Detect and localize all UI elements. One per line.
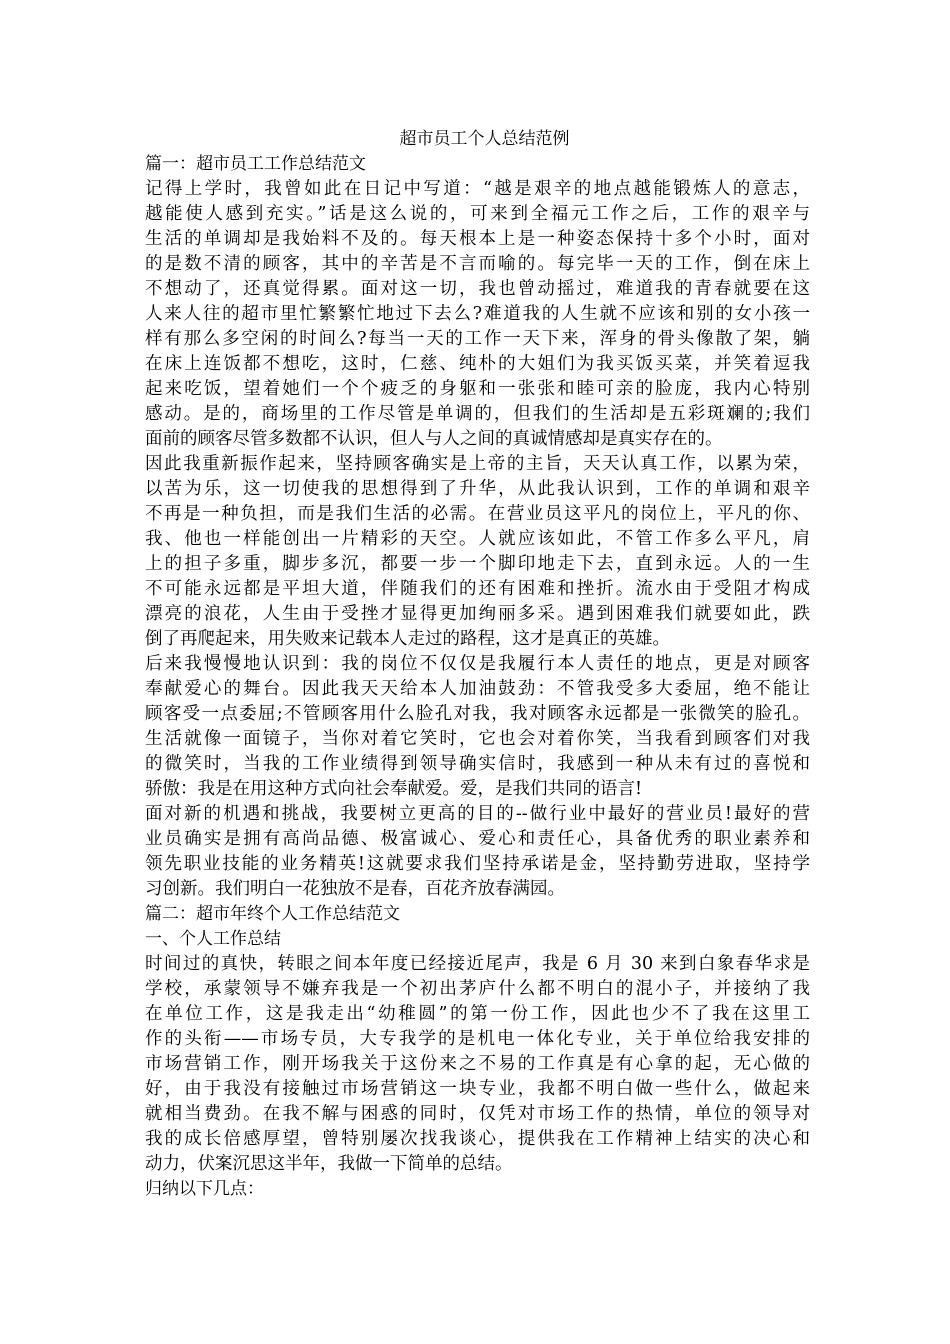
paragraph-line: 漂亮的浪花，人生由于受挫才显得更加绚丽多采。遇到困难我们就要如此，跌 (145, 604, 810, 624)
paragraph-line: 面前的顾客尽管多数都不认识，但人与人之间的真诚情感却是真实存在的。 (145, 429, 723, 449)
paragraph-line: 顾客受一点委屈;不管顾客用什么脸孔对我，我对顾客永远都是一张微笑的脸孔。 (145, 704, 810, 724)
section-2-subheading: 一、个人工作总结 (145, 929, 281, 949)
paragraph-line: 起来吃饭，望着她们一个个疲乏的身躯和一张张和睦可亲的脸庞，我内心特别 (145, 379, 810, 399)
paragraph-line: 人来人往的超市里忙繁繁忙地过下去么?难道我的人生就不应该和别的女小孩一 (145, 304, 810, 324)
paragraph-line: 好，由于我没有接触过市场营销这一块专业，我都不明白做一些什么，做起来 (145, 1079, 810, 1099)
paragraph-line: 以苦为乐，这一切使我的思想得到了升华，从此我认识到，工作的单调和艰辛 (145, 479, 810, 499)
paragraph-line: 的微笑时，当我的工作业绩得到领导确实信时，我感到一种从未有过的喜悦和 (145, 754, 810, 774)
paragraph-line: 市场营销工作，刚开场我关于这份来之不易的工作真是有心拿的起，无心做的 (145, 1054, 810, 1074)
paragraph (145, 952, 810, 1177)
paragraph-line: 就相当费劲。在我不解与困惑的同时，仅凭对市场工作的热情，单位的领导对 (145, 1104, 810, 1124)
paragraph-line: 越能使人感到充实。”话是这么说的，可来到全福元工作之后，工作的艰辛与 (145, 204, 810, 224)
paragraph-line: 时间过的真快，转眼之间本年度已经接近尾声，我是 6 月 30 来到白象春华求是 (145, 954, 810, 974)
paragraph-line: 的是数不清的顾客，其中的辛苦是不言而喻的。每完毕一天的工作，倒在床上 (145, 254, 810, 274)
paragraph-line: 动力，伏案沉思这半年，我做一下简单的总结。 (145, 1154, 513, 1174)
section-1-heading: 篇一：超市员工工作总结范文 (145, 154, 366, 174)
paragraph-line: 我、他也一样能创出一片精彩的天空。人就应该如此，不管工作多么平凡，肩 (145, 529, 810, 549)
paragraph (145, 652, 810, 802)
paragraph-line: 领先职业技能的业务精英!这就要求我们坚持承诺是金，坚持勤劳进取，坚持学 (145, 854, 810, 874)
section-2-heading: 篇二：超市年终个人工作总结范文 (145, 904, 400, 924)
paragraph-line: 奉献爱心的舞台。因此我天天给本人加油鼓劲：不管我受多大委屈，绝不能让 (145, 679, 810, 699)
paragraph-line: 不想动了，还真觉得累。面对这一切，我也曾动摇过，难道我的青春就要在这 (145, 279, 810, 299)
section-2-body (145, 952, 810, 1177)
paragraph-line: 业员确实是拥有高尚品德、极富诚心、爱心和责任心，具备优秀的职业素养和 (145, 829, 810, 849)
paragraph-line: 骄傲：我是在用这种方式向社会奉献爱。爱，是我们共同的语言! (145, 779, 643, 799)
paragraph-line: 样有那么多空闲的时间么?每当一天的工作一天下来，浑身的骨头像散了架，躺 (145, 329, 810, 349)
paragraph-line: 因此我重新振作起来，坚持顾客确实是上帝的主旨，天天认真工作，以累为荣， (145, 454, 810, 474)
paragraph-line: 后来我慢慢地认识到：我的岗位不仅仅是我履行本人责任的地点，更是对顾客 (145, 654, 810, 674)
paragraph-line: 记得上学时，我曾如此在日记中写道：“越是艰辛的地点越能锻炼人的意志， (145, 179, 810, 199)
paragraph (145, 177, 810, 452)
section-1-body (145, 177, 810, 902)
paragraph-line: 在床上连饭都不想吃，这时，仁慈、纯朴的大姐们为我买饭买菜，并笑着逗我 (145, 354, 810, 374)
paragraph-line: 不可能永远都是平坦大道，伴随我们的还有困难和挫折。流水由于受阻才构成 (145, 579, 810, 599)
document-title: 超市员工个人总结范例 (399, 129, 570, 149)
paragraph-line: 作的头衔——市场专员，大专我学的是机电一体化专业，关于单位给我安排的 (145, 1029, 810, 1049)
paragraph-line: 生活的单调却是我始料不及的。每天根本上是一种姿态保持十多个小时，面对 (145, 229, 810, 249)
paragraph-line: 我的成长倍感厚望，曾特别屡次找我谈心，提供我在工作精神上结实的决心和 (145, 1129, 810, 1149)
paragraph (145, 452, 810, 652)
paragraph-line: 不再是一种负担，而是我们生活的必需。在营业员这平凡的岗位上，平凡的你、 (145, 504, 810, 524)
paragraph-line: 面对新的机遇和挑战，我要树立更高的目的--做行业中最好的营业员!最好的营 (145, 804, 810, 824)
paragraph-line: 上的担子多重，脚步多沉，都要一步一个脚印地走下去，直到永远。人的一生 (145, 554, 810, 574)
section-2-closing: 归纳以下几点： (145, 1179, 264, 1199)
paragraph-line: 习创新。我们明白一花独放不是春，百花齐放春满园。 (145, 879, 565, 899)
document-page (145, 126, 810, 1202)
paragraph-line: 倒了再爬起来，用失败来记载本人走过的路程，这才是真正的英雄。 (145, 629, 670, 649)
paragraph (145, 802, 810, 902)
paragraph-line: 生活就像一面镜子，当你对着它笑时，它也会对着你笑，当我看到顾客们对我 (145, 729, 810, 749)
paragraph-line: 学校，承蒙领导不嫌弃我是一个初出茅庐什么都不明白的混小子，并接纳了我 (145, 979, 810, 999)
paragraph-line: 在单位工作，这是我走出“幼稚圆”的第一份工作，因此也少不了我在这里工 (145, 1004, 810, 1024)
paragraph-line: 感动。是的，商场里的工作尽管是单调的，但我们的生活却是五彩斑斓的;我们 (145, 404, 810, 424)
